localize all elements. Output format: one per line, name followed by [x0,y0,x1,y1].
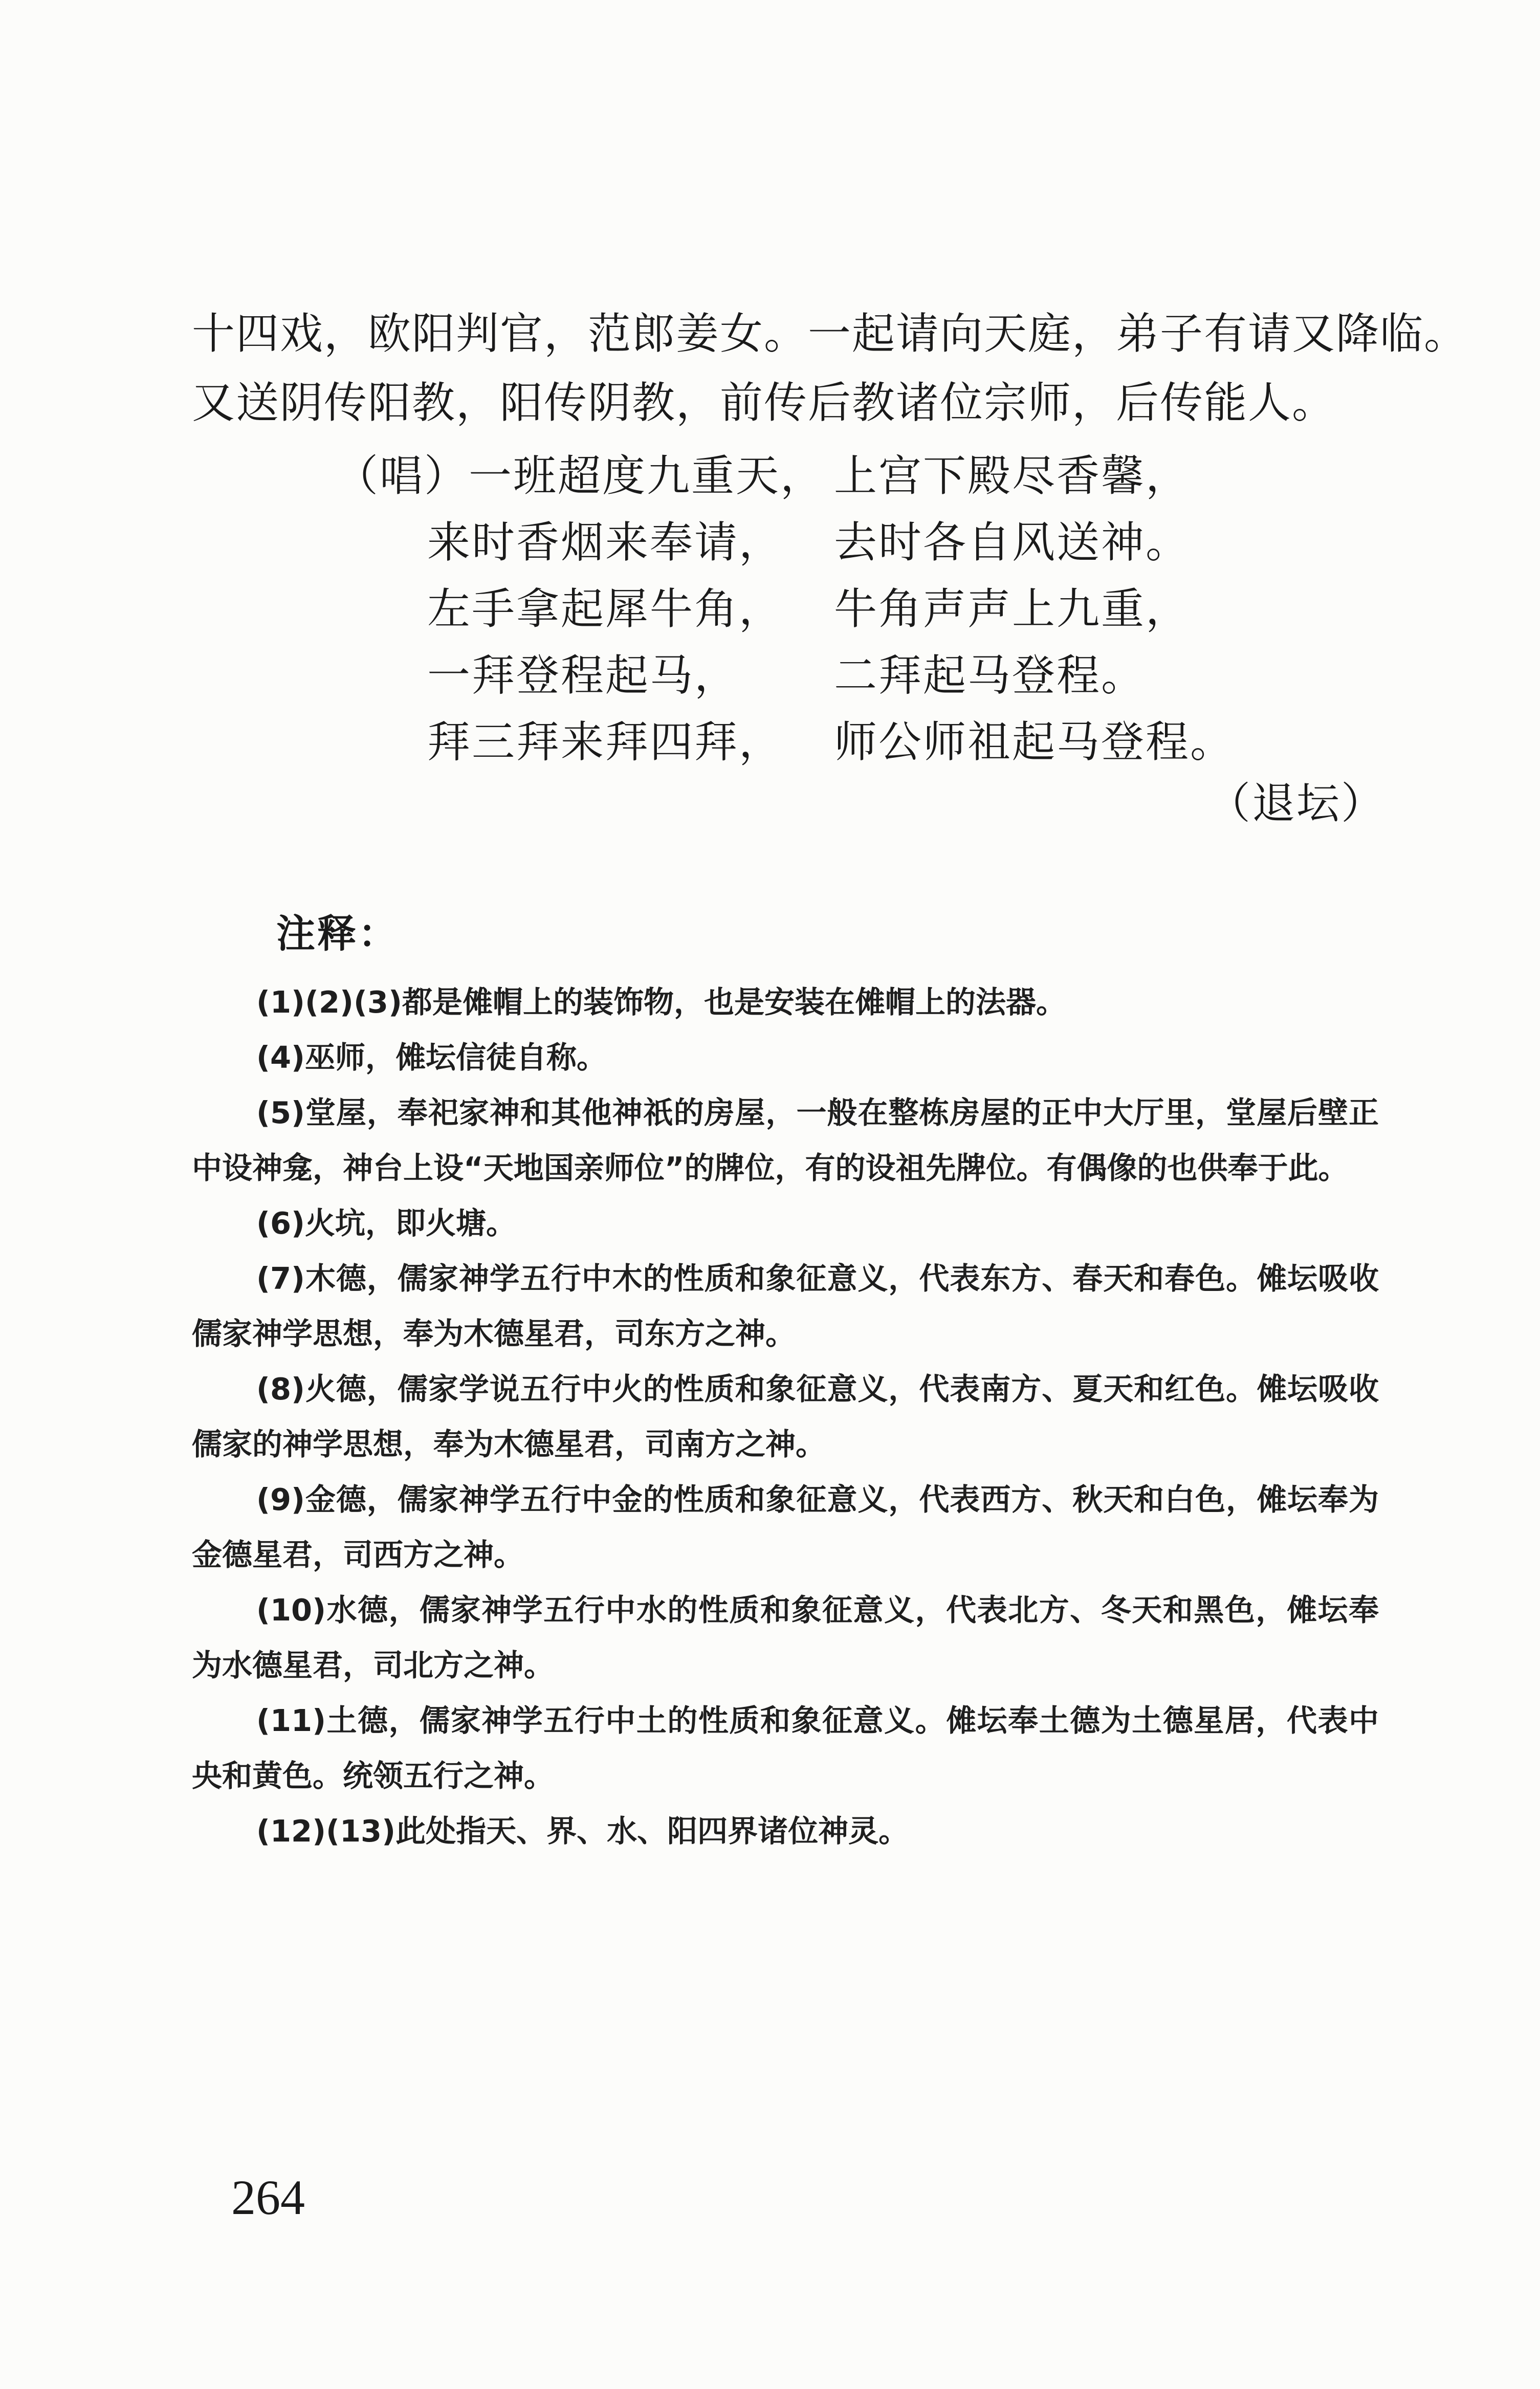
prose-line: 又送阴传阳教，阳传阴教，前传后教诸位宗师，后传能人。 [192,378,1336,428]
note-item: (10)水德，儒家神学五行中水的性质和象征意义，代表北方、冬天和黑色，傩坛奉为水德星君，司北方之神。 [192,1592,1379,1683]
notes-list [192,975,1379,1859]
verse-left: 来时香烟来奉请， [427,517,784,567]
note-item: (9)金德，儒家神学五行中金的性质和象征意义，代表西方、秋天和白色，傩坛奉为金德星君，司西方之神。 [192,1482,1379,1572]
verse-right: 二拜起马登程。 [834,650,1146,700]
note-item: (6)火坑，即火塘。 [256,1206,516,1241]
note-item: (4)巫师，傩坛信徒自称。 [256,1040,607,1075]
verse-right: 去时各自风送神。 [834,517,1191,567]
note-item: (5)堂屋，奉祀家神和其他神祇的房屋，一般在整栋房屋的正中大厅里，堂屋后壁正中设神龛，神台上设“天地国亲师位”的牌位，有的设祖先牌位。有偶像的也供奉于此。 [192,1095,1379,1186]
verse-left: 左手拿起犀牛角， [427,584,784,634]
verse-right: 牛角声声上九重， [834,584,1191,634]
stage-direction: （退坛） [1207,778,1386,828]
verse-right: 上宫下殿尽香馨， [834,451,1191,501]
notes-heading: 注释： [276,911,399,956]
prose-paragraph [192,299,1468,437]
verse-left: （唱）一班超度九重天， [335,451,825,501]
verse-left: 拜三拜来拜四拜， [427,717,784,767]
page-number: 264 [231,2170,305,2225]
verse-left: 一拜登程起马， [427,650,739,700]
verse-right: 师公师祖起马登程。 [834,717,1235,767]
note-item: (8)火德，儒家学说五行中火的性质和象征意义，代表南方、夏天和红色。傩坛吸收儒家的神学思想，奉为木德星君，司南方之神。 [192,1371,1379,1462]
note-item: (1)(2)(3)都是傩帽上的装饰物，也是安装在傩帽上的法器。 [256,984,1066,1020]
note-item: (7)木德，儒家神学五行中木的性质和象征意义，代表东方、春天和春色。傩坛吸收儒家神学思想，奉为木德星君，司东方之神。 [192,1261,1379,1351]
note-item: (11)土德，儒家神学五行中土的性质和象征意义。傩坛奉土德为土德星居，代表中央和黄色。统领五行之神。 [192,1703,1379,1793]
prose-line: 十四戏，欧阳判官，范郎姜女。一起请向天庭，弟子有请又降临。 [192,309,1468,359]
note-item: (12)(13)此处指天、界、水、阳四界诸位神灵。 [256,1813,909,1849]
